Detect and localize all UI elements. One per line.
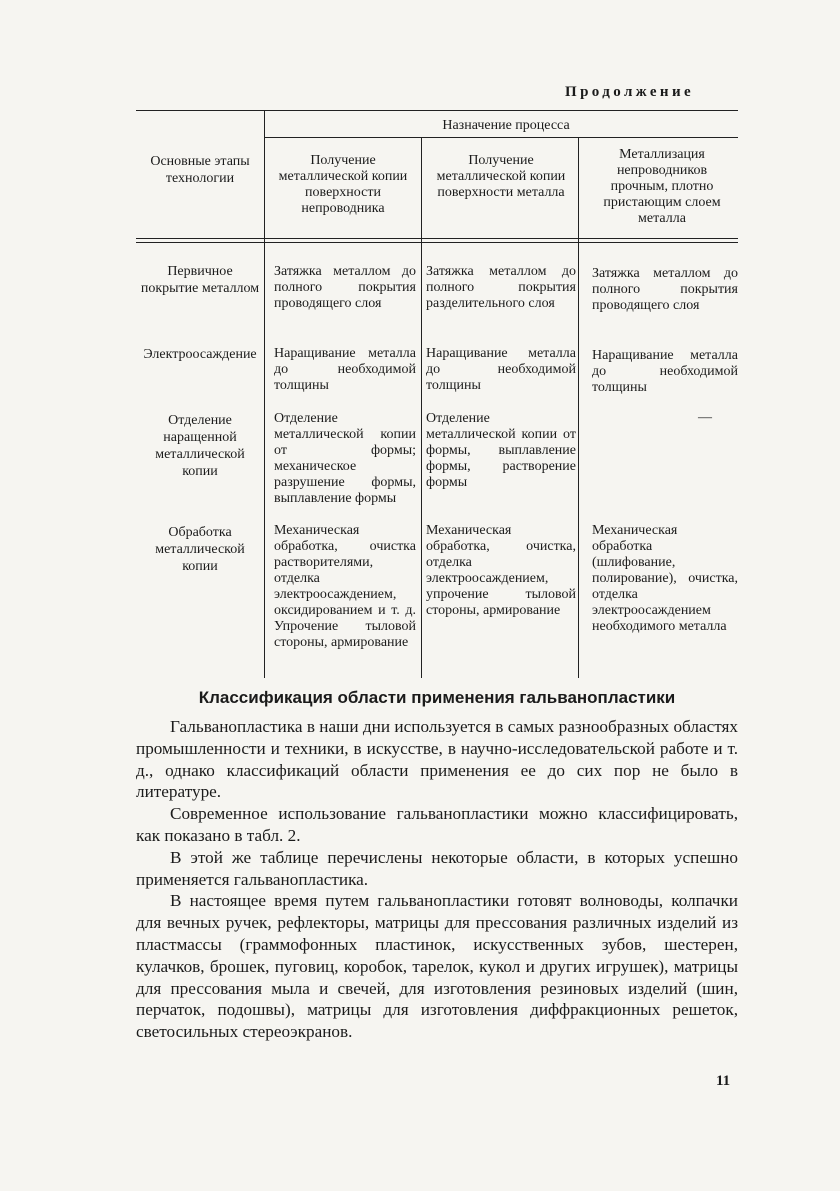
- body-text: [136, 716, 738, 1043]
- row-stage-label: Первичное покрытие металлом: [140, 264, 260, 296]
- table-cell: Отделение металлической копии от формы; механическое разрушение формы, выплавление формы: [274, 411, 416, 506]
- table-cell: Затяжка металлом до полного покрытия разделительного слоя: [426, 264, 576, 311]
- table-cell: Наращивание металла до необходимой толщины: [592, 348, 738, 395]
- paragraph: Гальванопластика в наши дни используется в самых разнообразных областях промышленности и техники, в искусстве, в научно-исследовательской работе и т. д., однако классификаций области применения ее до сих пор не было в литературе.: [136, 717, 738, 802]
- paragraph: В этой же таблице перечислены некоторые области, в которых успешно применяется гальванопластика.: [136, 847, 738, 889]
- table-cell: Механическая обработка, очистка, отделка электроосаждением, упрочение тыловой стороны, армирование: [426, 523, 576, 618]
- column-header: Металлизация непроводников прочным, плотно пристающим слоем металла: [603, 147, 721, 226]
- table-cell: —: [698, 410, 712, 425]
- stage-header: Основные этапы технологии: [150, 154, 250, 186]
- row-stage-label: Электроосаждение: [143, 347, 257, 362]
- paragraph: В настоящее время путем гальванопластики готовят волноводы, колпачки для вечных ручек, рефлекторы, матрицы для прессования различных изделий из пластмассы (граммофонных пластинок, искусственных зубов, шестерен, кулачков, брошек, пуговиц, коробок, тарелок, кукол и других игрушек), матрицы для прессования мыла и свечей, для изготовления резиновых изделий (шин, перчаток, подошвы), матрицы для изготовления диффракционных решеток, светосильных стереоэкранов.: [136, 891, 738, 1042]
- column-divider: [578, 137, 579, 678]
- table-header-double-rule: [136, 238, 738, 243]
- column-header: Получение металлической копии поверхности металла: [436, 153, 566, 200]
- table-top-rule: [136, 110, 738, 111]
- table-cell: Наращивание металла до необходимой толщины: [426, 346, 576, 393]
- column-divider: [264, 110, 265, 678]
- table-cell: Механическая обработка, очистка растворителями, отделка электроосаждением, оксидированием и т. д. Упрочение тыловой стороны, армирование: [274, 523, 416, 650]
- table-cell: Отделение металлической копии от формы, выплавление формы, растворение формы: [426, 411, 576, 490]
- table-cell: Наращивание металла до необходимой толщины: [274, 346, 416, 393]
- table-cell: Механическая обработка (шлифование, полирование), очистка, отделка электроосаждением необходимого металла: [592, 523, 738, 634]
- column-header: Получение металлической копии поверхности непроводника: [278, 153, 408, 216]
- table-cell: Затяжка металлом до полного покрытия проводящего слоя: [274, 264, 416, 311]
- row-stage-label: Отделение наращенной металлической копии: [155, 413, 245, 479]
- section-heading: Классификация области применения гальванопластики: [198, 688, 676, 707]
- page-number: 11: [716, 1073, 731, 1089]
- row-stage-label: Обработка металлической копии: [155, 525, 245, 574]
- table-group-rule: [264, 137, 738, 138]
- paragraph: Современное использование гальванопластики можно классифицировать, как показано в табл. 2.: [136, 804, 738, 845]
- running-head: Продолжение: [565, 84, 695, 100]
- table-cell: Затяжка металлом до полного покрытия проводящего слоя: [592, 266, 738, 313]
- column-divider: [421, 137, 422, 678]
- group-header: Назначение процесса: [442, 118, 570, 133]
